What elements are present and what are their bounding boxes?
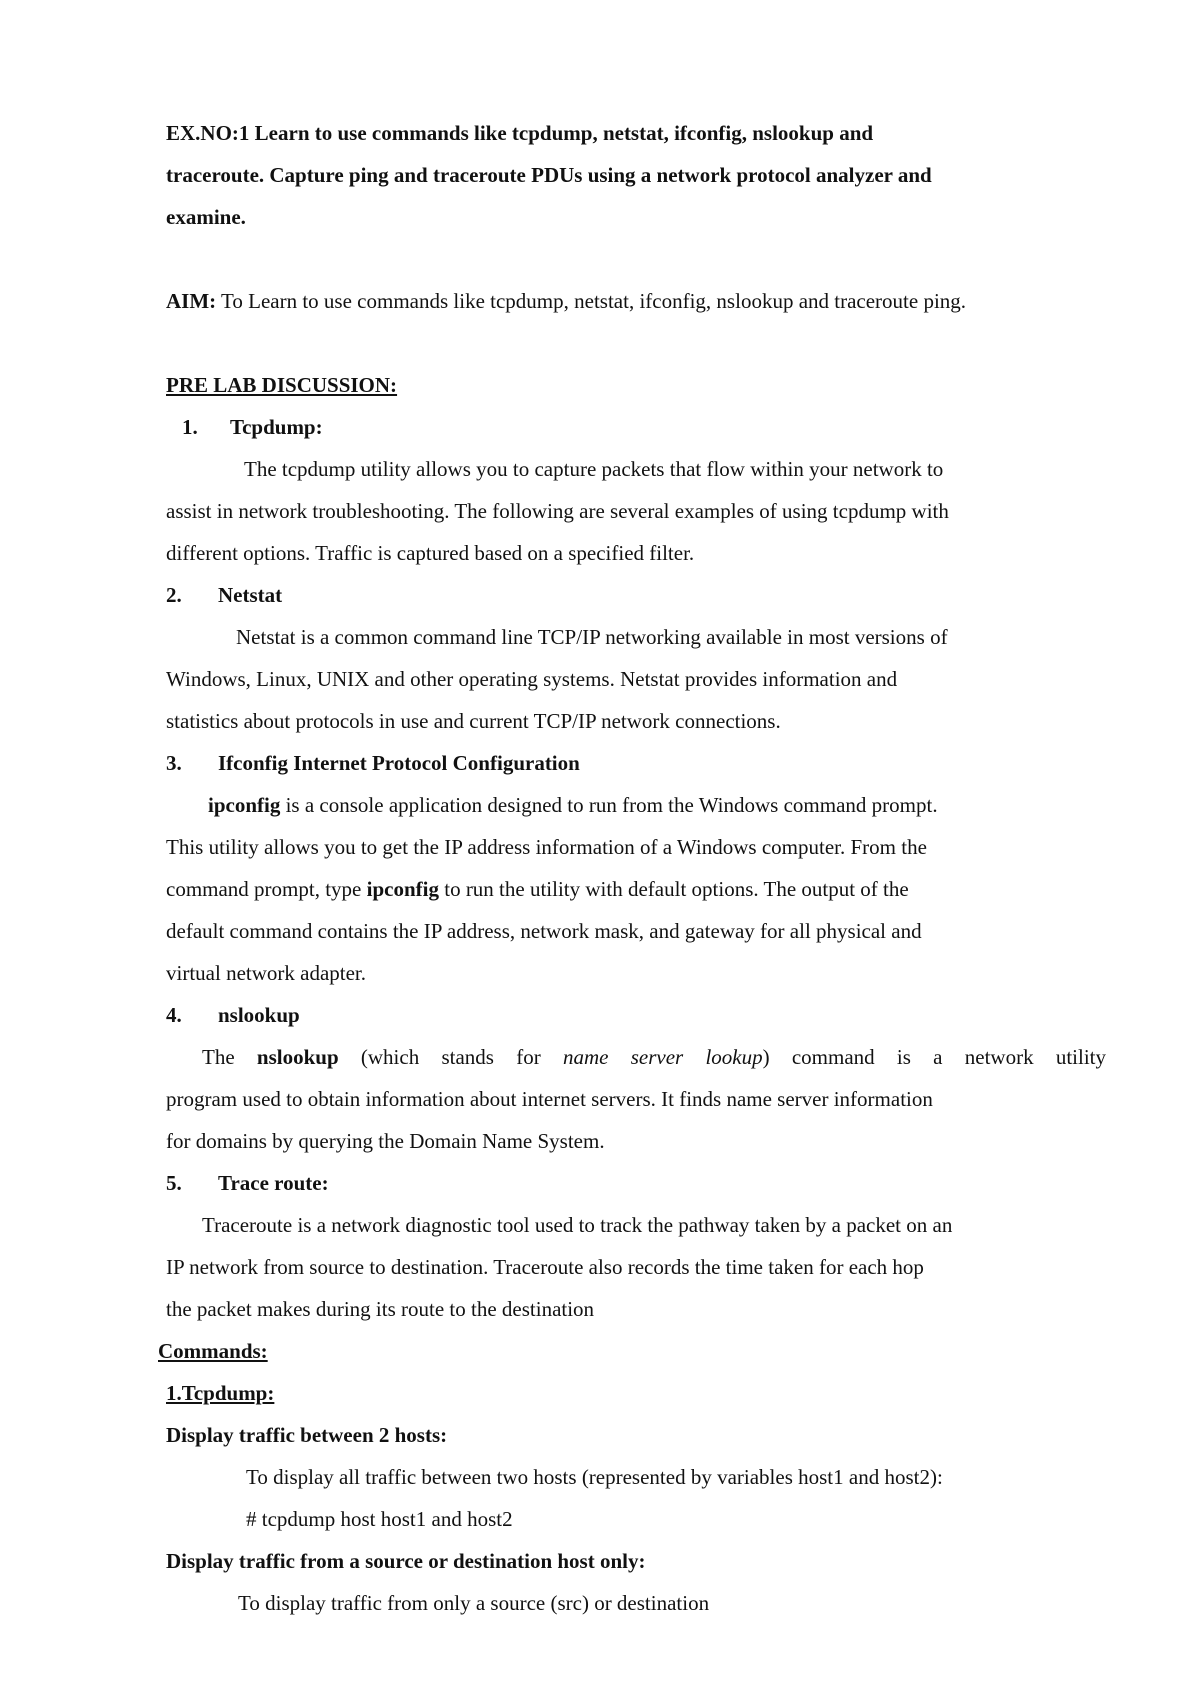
ifconfig-line-3-a: command prompt, type xyxy=(166,877,367,901)
between-hosts-heading: Display traffic between 2 hosts: xyxy=(166,1423,448,1447)
tcpdump-item-heading xyxy=(166,406,1106,448)
ifconfig-title: Ifconfig Internet Protocol Configuration xyxy=(218,751,580,775)
ifconfig-item-heading xyxy=(166,742,1106,784)
netstat-title: Netstat xyxy=(218,583,283,607)
commands-heading: Commands: xyxy=(158,1339,268,1363)
traceroute-number: 5. xyxy=(166,1171,182,1195)
aim-paragraph xyxy=(166,280,1106,322)
tcpdump-line-1: The tcpdump utility allows you to capture packets that flow within your network to xyxy=(244,457,944,481)
title-line-3: examine. xyxy=(166,205,246,229)
nslookup-expansion: name server lookup xyxy=(562,1045,763,1069)
tcpdump-number: 1. xyxy=(182,415,198,439)
aim-label: AIM: xyxy=(166,289,217,313)
nslookup-line-1 xyxy=(166,1036,1106,1078)
between-hosts-command: # tcpdump host host1 and host2 xyxy=(246,1507,513,1531)
ipconfig-term-2: ipconfig xyxy=(366,877,439,901)
ifconfig-number: 3. xyxy=(166,751,182,775)
traceroute-title: Trace route: xyxy=(218,1171,329,1195)
nslookup-title: nslookup xyxy=(218,1003,300,1027)
document-page xyxy=(158,112,1106,1624)
tcpdump-title: Tcpdump: xyxy=(230,415,323,439)
ifconfig-line-3 xyxy=(166,868,1106,910)
ifconfig-line-1 xyxy=(166,784,1106,826)
nslookup-term: nslookup xyxy=(256,1045,339,1069)
prelab-heading: PRE LAB DISCUSSION: xyxy=(166,373,398,397)
traceroute-line-3: the packet makes during its route to the destination xyxy=(166,1297,595,1321)
src-dst-heading: Display traffic from a source or destination host only: xyxy=(166,1549,646,1573)
traceroute-line-1: Traceroute is a network diagnostic tool used to track the pathway taken by a packet on an xyxy=(202,1213,953,1237)
ipconfig-term: ipconfig xyxy=(208,793,281,817)
netstat-item-heading xyxy=(166,574,1106,616)
traceroute-line-2: IP network from source to destination. Traceroute also records the time taken for each hop xyxy=(166,1255,924,1279)
between-hosts-text: To display all traffic between two hosts (represented by variables host1 and host2): xyxy=(246,1465,943,1489)
tcpdump-line-2: assist in network troubleshooting. The following are several examples of using tcpdump with xyxy=(166,499,949,523)
netstat-line-1: Netstat is a common command line TCP/IP networking available in most versions of xyxy=(236,625,948,649)
ifconfig-line-1-text: is a console application designed to run from the Windows command prompt. xyxy=(280,793,938,817)
ifconfig-line-4: default command contains the IP address, network mask, and gateway for all physical and xyxy=(166,919,922,943)
aim-text: To Learn to use commands like tcpdump, netstat, ifconfig, nslookup and traceroute ping. xyxy=(216,289,967,313)
title-line-2: traceroute. Capture ping and traceroute PDUs using a network protocol analyzer and xyxy=(166,163,932,187)
tcpdump-line-3: different options. Traffic is captured based on a specified filter. xyxy=(166,541,695,565)
src-dst-text: To display traffic from only a source (src) or destination xyxy=(238,1591,710,1615)
nslookup-line-1-b: (which stands for xyxy=(338,1045,563,1069)
commands-tcpdump-subheading: 1.Tcpdump: xyxy=(166,1381,275,1405)
title-line-1: EX.NO:1 Learn to use commands like tcpdump, netstat, ifconfig, nslookup and xyxy=(166,121,874,145)
ifconfig-line-3-b: to run the utility with default options. The output of the xyxy=(438,877,909,901)
nslookup-line-1-a: The xyxy=(202,1045,257,1069)
ifconfig-line-5: virtual network adapter. xyxy=(166,961,367,985)
nslookup-item-heading xyxy=(166,994,1106,1036)
nslookup-number: 4. xyxy=(166,1003,182,1027)
nslookup-line-3: for domains by querying the Domain Name System. xyxy=(166,1129,605,1153)
ifconfig-line-2: This utility allows you to get the IP address information of a Windows computer. From the xyxy=(166,835,927,859)
traceroute-item-heading xyxy=(166,1162,1106,1204)
netstat-line-3: statistics about protocols in use and current TCP/IP network connections. xyxy=(166,709,781,733)
nslookup-line-2: program used to obtain information about internet servers. It finds name server information xyxy=(166,1087,933,1111)
nslookup-line-1-c: ) command is a network utility xyxy=(762,1045,1106,1069)
netstat-number: 2. xyxy=(166,583,182,607)
netstat-line-2: Windows, Linux, UNIX and other operating systems. Netstat provides information and xyxy=(166,667,898,691)
